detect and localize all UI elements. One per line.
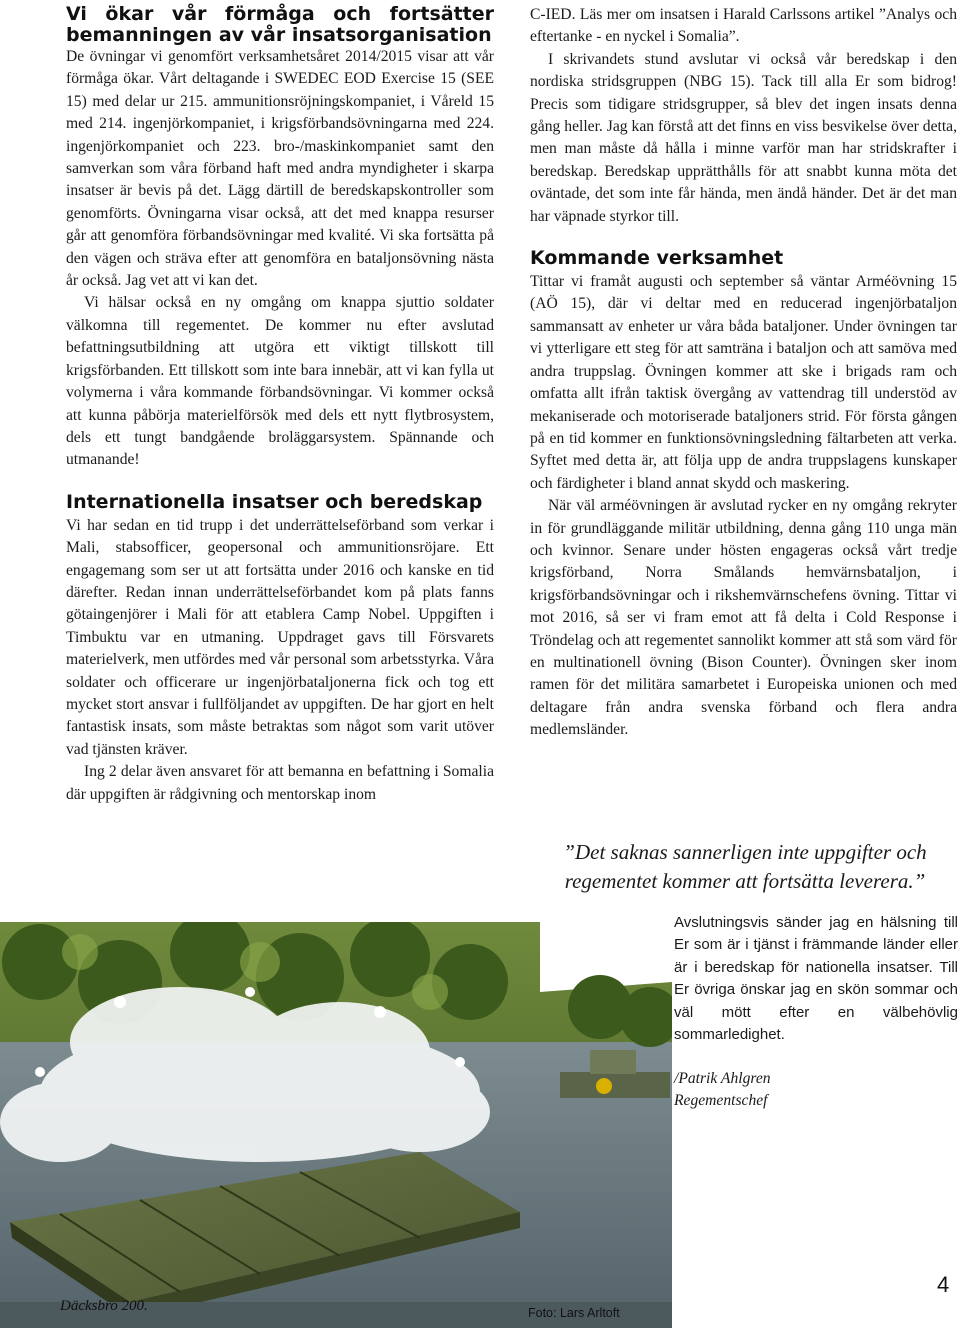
paragraph-new-soldiers: Vi hälsar också en ny omgång om knappa sjuttio soldater välkomna till regementet. De kommer nu efter avslutad befattningsutbildning att utgöra ett viktigt tillskott till krigsförbanden. Ett tillskott som inte bara innebär, att vi kan fylla ut volymerna i våra kommande förbandsövningar. Vi kommer också att kunna påbörja materielförsök med dels ett nytt flytbrosystem, dels ett tungt bandgående broläggarsystem. Spännande och utmanande! <box>66 294 494 469</box>
paragraph-recruits: När väl arméövningen är avslutad rycker en ny omgång rekryter in för grundläggande militär utbildning, denna gång 110 unga män och kvinnor. Senare under hösten engageras också vårt tredje krigsförband, Norra Smålands hemvärnsbataljon, i krigsförbandsövningar och i rikshemvärnschefens övning. Tittar vi mot 2016, så ser vi fram emot att få delta i Cold Response i Tröndelag och att regementet sannolikt kommer att stå som värd för en multinationell övning (Bison Counter). Övningen sker inom ramen för det militära samarbetet i Europeiska unionen och med deltagare från andra svenska förband och flera andra medlemsländer. <box>530 497 957 739</box>
section-heading-capability: Vi ökar vår förmåga och fortsätter <box>66 3 494 25</box>
section-heading-international: Internationella insatser och beredskap <box>66 490 483 513</box>
closing-paragraph: Avslutningsvis sänder jag en hälsning till Er som är i tjänst i främmande länder eller är i beredskap för nationella insatser. Till Er övriga önskar jag en skön sommar och väl mött efter en välbehövlig sommarledighet. <box>674 914 958 1044</box>
paragraph-mali: Vi har sedan en tid trupp i det underrättelseförband som verkar i Mali, stabsofficer, geopersonal och ammunitionsröjare. Ett engagemang som ser ut att fortsätta under 2016 och kanske en tid därefter. Redan innan underrättelseförbandet kom på plats fanns götaingenjörer i Mali för att etablera Camp Nobel. Uppgiften i Timbuktu var en utmaning. Uppdraget gavs till Försvarets materielverk, men utfördes med vår personal som arbetsstyrka. Våra soldater och officerare ur ingenjörbataljonerna fick och tog ett mycket stort ansvar i fullföljandet av uppgiften. De har gjort en helt fantastisk insats, som måste betraktas som något som varit utöver vad tjänsten kräver. <box>66 516 494 758</box>
closing-block <box>674 912 958 1046</box>
right-column <box>530 4 957 742</box>
pull-quote: ”Det saknas sannerligen inte uppgifter och regementet kommer att fortsätta leverera.” <box>563 840 927 893</box>
signature-name: /Patrik Ahlgren <box>674 1070 771 1087</box>
left-column <box>66 4 494 806</box>
bridge-photo-illustration <box>0 922 672 1328</box>
section-heading-capability-line2: bemanningen av vår insatsorganisation <box>66 24 492 46</box>
paragraph-nbg: I skrivandets stund avslutar vi också vår beredskap i den nordiska stridsgruppen (NBG 15). Tack till alla Er som bidrog! Precis som tidigare stridsgrupper, så blev det ingen insats denna gång heller. Jag kan förstå att det finns en viss besvikelse över detta, men man måste då hålla i minne varför man har stridskrafter i beredskap. Beredskap upprätthålls för att snabbt kunna möta det oväntade, det som inte får hända, men ändå händer. Det är det man har väpnade styrkor till. <box>530 50 957 225</box>
bridge-photo <box>0 922 672 1328</box>
paragraph-cied: C-IED. Läs mer om insatsen i Harald Carlssons artikel ”Analys och eftertanke - en nyckel i Somalia”. <box>530 6 957 46</box>
section-heading-upcoming: Kommande verksamhet <box>530 247 784 270</box>
signature-title: Regementschef <box>674 1092 768 1110</box>
paragraph-army-exercise: Tittar vi framåt augusti och september så väntar Arméövning 15 (AÖ 15), där vi deltar med en reducerad ingenjörbataljon sammansatt av enheter ur våra båda bataljoner. Under övningen tar vi ytterligare ett steg för att samträna i bataljon och att samöva med andra truppslag. Övningen kommer att ske i brigads ram och omfatta allt ifrån taktisk övergång av vattendrag till understöd av mekaniserade och motoriserade bataljoners strid. För första gången på en tid kommer en funktionsövningsledning fältarbeten att verka. Syftet med detta är, att följa upp de andra truppslagens kunskaper och färdigheter i bland annat skydd och maskering. <box>530 273 957 492</box>
photo-credit: Foto: Lars Arltoft <box>528 1306 620 1320</box>
signature <box>674 1068 934 1113</box>
paragraph-exercises: De övningar vi genomfört verksamhetsåret 2014/2015 visar att vår förmåga ökar. Vårt deltagande i SWEDEC EOD Exercise 15 (SEE 15) med delar ur 215. ammunitionsröjningskompaniet, i Våreld 15 med 214. ingenjörkompaniet, i krigsförbandsövningarna med 224. ingenjörkompaniet och 223. bro-/maskinkompaniet samt den samverkan som våra förband haft med andra myndigheter i skarpa insatser är bevis på det. Lägg därtill de beredskapskontroller som genomförts. Övningarna visar också, att det med knappa resurser går att genomföra förbandsövningar med kvalité. Vi ska fortsätta på den vägen och sträva efter att genomföra en bataljonsövning nästa år också. Jag vet att vi kan det. <box>66 48 494 290</box>
paragraph-somalia: Ing 2 delar även ansvaret för att bemanna en befattning i Somalia där uppgiften är rådgivning och mentorskap inom <box>66 763 494 803</box>
page-number: 4 <box>937 1272 950 1297</box>
photo-caption: Däcksbro 200. <box>60 1298 148 1314</box>
